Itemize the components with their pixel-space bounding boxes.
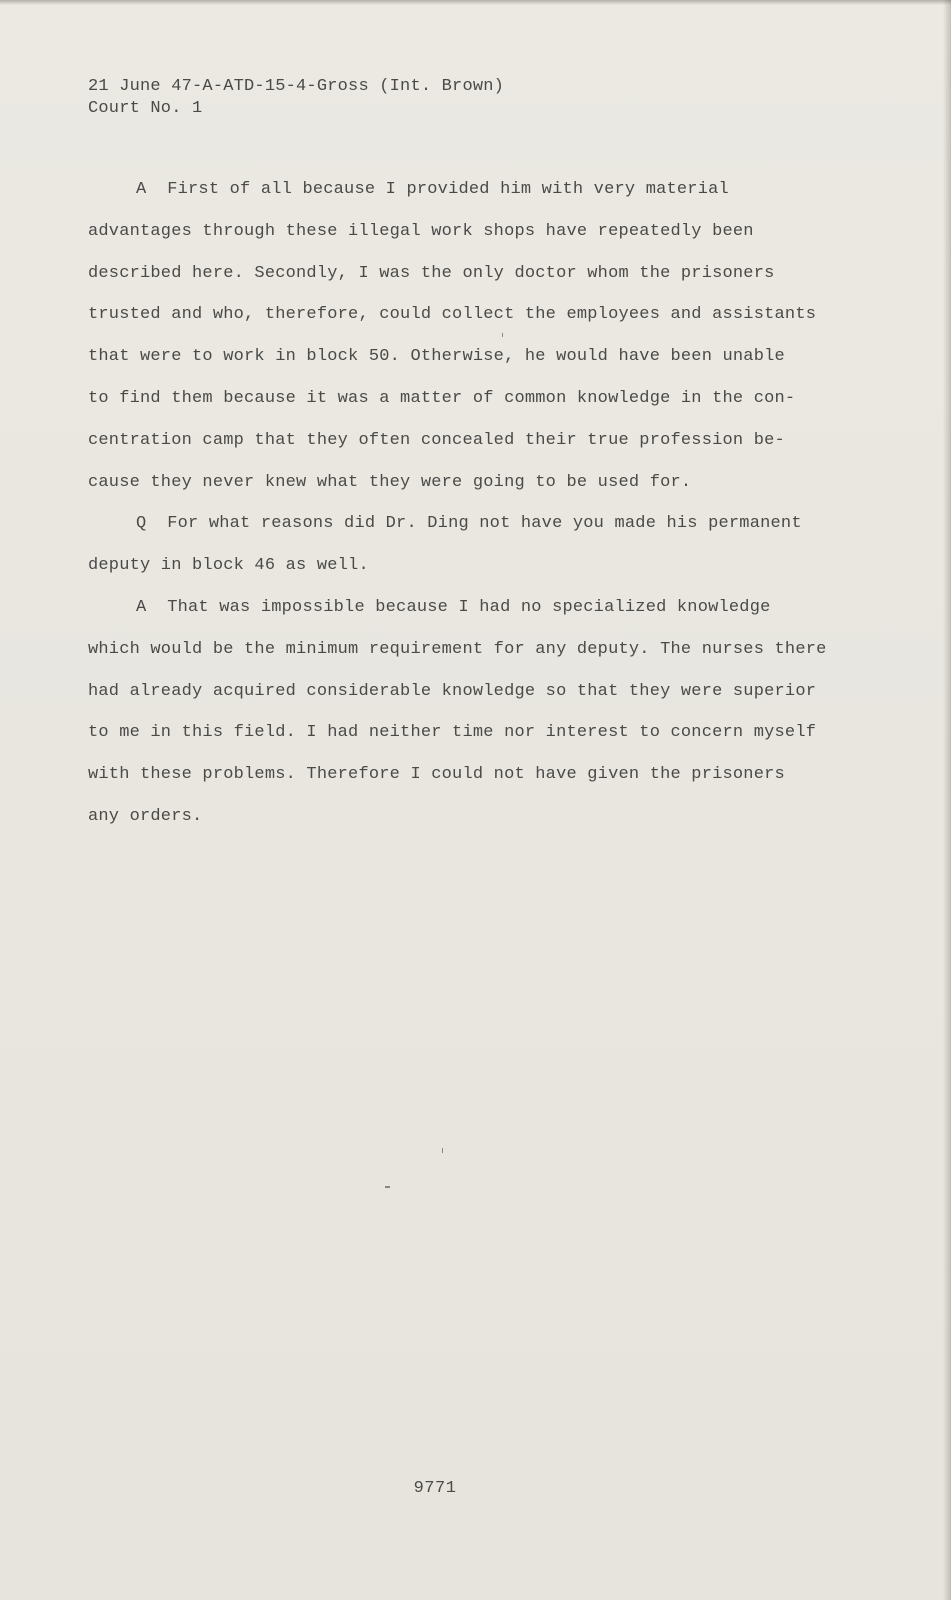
transcript-line: had already acquired considerable knowledge so that they were superior: [88, 681, 817, 701]
transcript-line: any orders.: [88, 806, 203, 826]
paper-speck: [502, 333, 503, 337]
transcript-line: to find them because it was a matter of common knowledge in the con-: [88, 388, 796, 408]
transcript-line: deputy in block 46 as well.: [88, 556, 369, 576]
transcript-line: to me in this field. I had neither time nor interest to concern myself: [88, 723, 817, 743]
transcript-line: that were to work in block 50. Otherwise, he would have been unable: [88, 347, 785, 367]
page-edge-top: [0, 0, 951, 5]
transcript-line: advantages through these illegal work shops have repeatedly been: [88, 221, 754, 241]
transcript-line: cause they never knew what they were going to be used for.: [88, 472, 692, 492]
line-text: For what reasons did Dr. Ding not have you made his permanent: [167, 514, 802, 534]
transcript-line: which would be the minimum requirement for any deputy. The nurses there: [88, 639, 827, 659]
transcript-body: [88, 178, 908, 847]
paper-speck: [385, 1186, 390, 1188]
header-line-2: Court No. 1: [88, 99, 203, 118]
line-text: First of all because I provided him with very material: [167, 180, 729, 199]
line-text: That was impossible because I had no specialized knowledge: [167, 597, 771, 617]
header-line-1: 21 June 47-A-ATD-15-4-Gross (Int. Brown): [88, 77, 505, 96]
transcript-line: centration camp that they often concealed their true profession be-: [88, 430, 785, 450]
transcript-line: [88, 178, 908, 220]
transcript-line: described here. Secondly, I was the only doctor whom the prisoners: [88, 263, 775, 283]
paper-speck: [442, 1148, 443, 1153]
page-number: 9771: [413, 1479, 457, 1498]
speaker-label: A: [136, 597, 147, 617]
transcript-line: trusted and who, therefore, could collect the employees and assistants: [88, 305, 817, 325]
document-header: [88, 76, 504, 120]
transcript-line: [88, 512, 908, 554]
speaker-label: Q: [136, 514, 147, 534]
transcript-line: [88, 596, 908, 638]
page-edge-right: [943, 0, 951, 1600]
speaker-label: A: [136, 180, 147, 199]
transcript-line: with these problems. Therefore I could not have given the prisoners: [88, 765, 785, 785]
